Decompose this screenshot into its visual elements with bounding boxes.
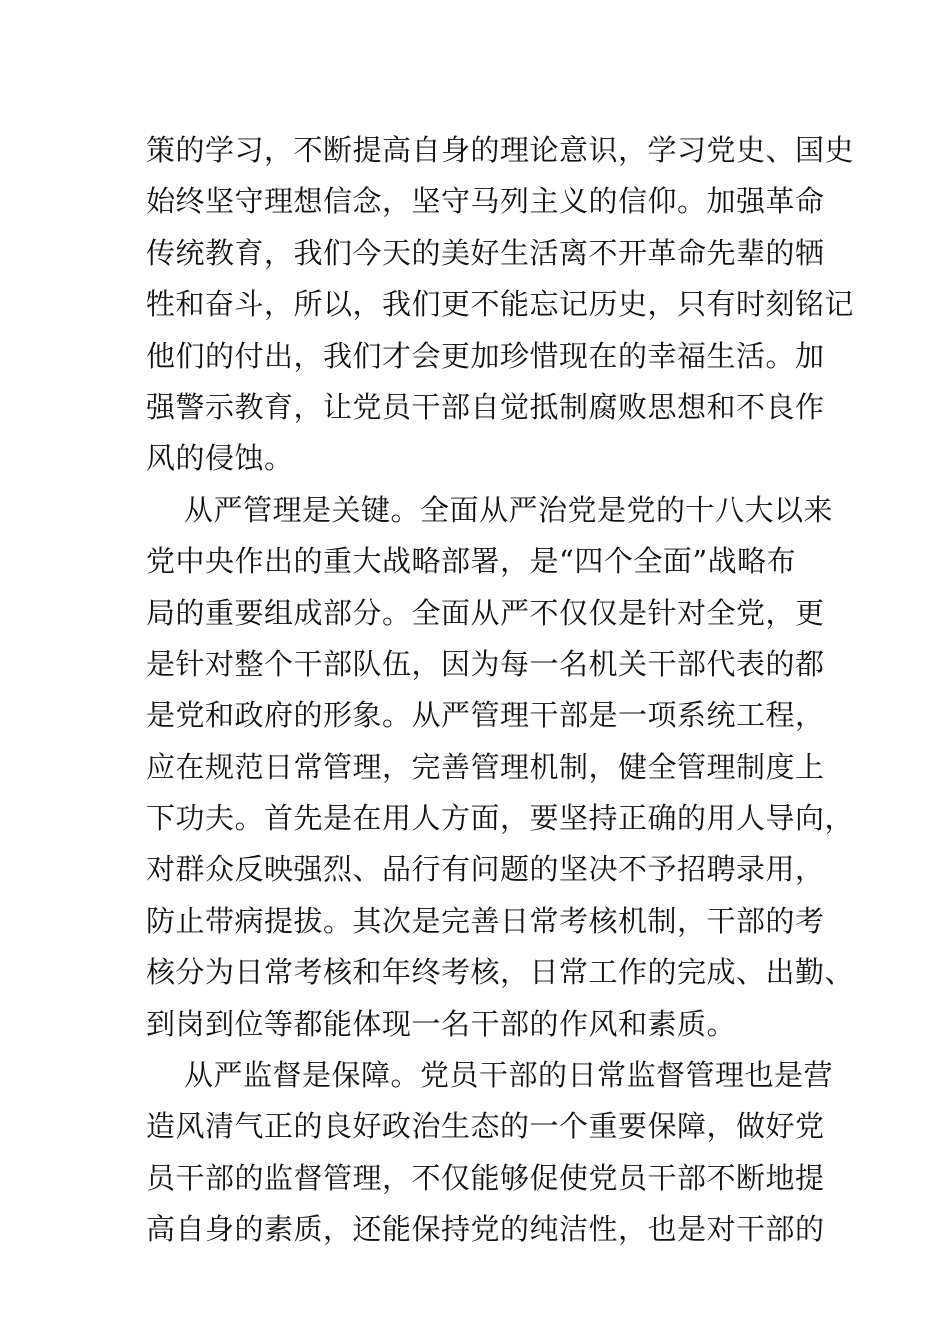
text-line: 核分为日常考核和年终考核，日常工作的完成、出勤、: [146, 955, 855, 990]
paragraph-start-line: 从严监督是保障。党员干部的日常监督管理也是营: [184, 1058, 834, 1093]
text-line: 他们的付出，我们才会更加珍惜现在的幸福生活。加: [146, 338, 825, 373]
text-line: 传统教育，我们今天的美好生活离不开革命先辈的牺: [146, 235, 825, 270]
text-line: 对群众反映强烈、品行有问题的坚决不予招聘录用，: [146, 852, 825, 887]
text-line: 是针对整个干部队伍，因为每一名机关干部代表的都: [146, 646, 825, 681]
text-line: 始终坚守理想信念，坚守马列主义的信仰。加强革命: [146, 184, 825, 219]
body-text: [146, 125, 855, 1256]
text-line: 党中央作出的重大战略部署，是“四个全面”战略布: [146, 544, 797, 579]
text-line: 是党和政府的形象。从严管理干部是一项系统工程，: [146, 698, 825, 733]
text-line: 局的重要组成部分。全面从严不仅仅是针对全党，更: [146, 595, 825, 630]
text-line: 强警示教育，让党员干部自觉抵制腐败思想和不良作: [146, 389, 825, 424]
text-line: 应在规范日常管理，完善管理机制，健全管理制度上: [146, 749, 825, 784]
text-line: 高自身的素质，还能保持党的纯洁性，也是对干部的: [146, 1212, 825, 1247]
text-line: 到岗到位等都能体现一名干部的作风和素质。: [146, 1006, 737, 1041]
text-line: 策的学习，不断提高自身的理论意识，学习党史、国史: [146, 133, 855, 167]
paragraph-start-line: 从严管理是关键。全面从严治党是党的十八大以来: [184, 492, 834, 527]
text-line: 下功夫。首先是在用人方面，要坚持正确的用人导向，: [146, 801, 855, 836]
text-line: 防止带病提拔。其次是完善日常考核机制，干部的考: [146, 903, 825, 938]
text-line: 员干部的监督管理，不仅能够促使党员干部不断地提: [146, 1160, 825, 1195]
text-line: 造风清气正的良好政治生态的一个重要保障，做好党: [146, 1109, 825, 1144]
text-line: 牲和奋斗，所以，我们更不能忘记历史，只有时刻铭记: [146, 287, 855, 322]
text-line: 风的侵蚀。: [146, 441, 294, 476]
